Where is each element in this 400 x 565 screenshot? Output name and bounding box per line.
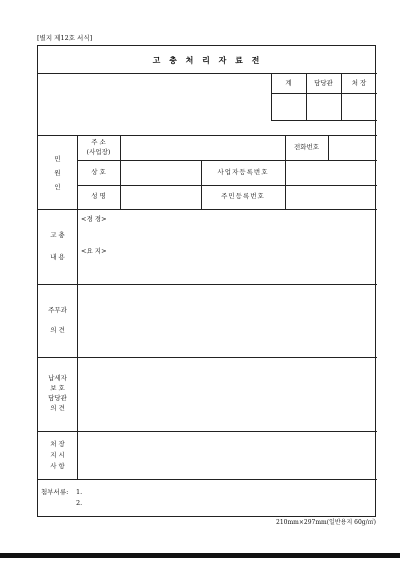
complainant-section-label (38, 152, 77, 194)
attachments-label: 첨부서류: (41, 488, 69, 496)
director-bottom-divider (38, 479, 377, 480)
title-divider (38, 73, 377, 74)
row-divider-trade (77, 185, 377, 186)
attachment-item-1: 1. (76, 488, 83, 496)
tax-opinion-bottom-divider (38, 431, 377, 432)
form-number: [별지 제12호 서식] (37, 34, 93, 42)
approval-officer: 담당관 (314, 79, 333, 87)
resident-reg-label: 주민등록번호 (221, 192, 265, 200)
paper-spec: 210mm×297mm(일반용지 60g/㎡) (276, 519, 376, 526)
department-bottom-divider (38, 357, 377, 358)
complainant-bottom-divider (38, 209, 377, 210)
phone-label: 전화번호 (293, 143, 320, 151)
director-label-line1: 처 장 (50, 440, 65, 448)
approval-staff: 계 (285, 79, 292, 87)
business-reg-field[interactable] (287, 162, 375, 183)
tax-opinion-label-line2: 보 호 (50, 384, 65, 392)
department-label-line2: 의 견 (50, 326, 65, 334)
director-label-line3: 사 항 (50, 462, 65, 470)
approval-bottom-divider (271, 120, 377, 121)
row-divider-address (77, 160, 377, 161)
complaint-content-area[interactable] (79, 211, 375, 282)
complaint-form (37, 45, 376, 517)
complaint-background-label: <경 경> (81, 215, 107, 223)
phone-field[interactable] (330, 137, 375, 158)
tax-opinion-label-line4: 의 견 (50, 404, 65, 412)
complainant-label-char-3: 인 (54, 183, 61, 191)
address-sub-label: (사업장) (86, 148, 111, 156)
reg-left-line (201, 160, 202, 209)
resident-reg-field[interactable] (287, 187, 375, 207)
reg-right-line (285, 160, 286, 209)
approval-director: 처 장 (351, 79, 367, 87)
approval-staff-sign[interactable] (272, 94, 305, 119)
sublabel-column-line (120, 135, 121, 209)
address-field[interactable] (122, 137, 283, 158)
tax-opinion-label-line1: 납세자 (48, 374, 67, 382)
attachment-item-2: 2. (76, 499, 83, 507)
trade-name-field[interactable] (122, 162, 199, 183)
phone-right-line (328, 135, 329, 160)
address-label: 주 소 (91, 138, 106, 146)
complaint-label-line2: 내 용 (50, 253, 65, 261)
name-field[interactable] (122, 187, 199, 207)
director-label-line2: 지 시 (50, 451, 65, 459)
complainant-label-char-2: 원 (54, 169, 61, 177)
label-column-line (77, 135, 78, 479)
director-instruction-area[interactable] (79, 433, 375, 477)
approval-director-sign[interactable] (342, 94, 376, 119)
department-opinion-area[interactable] (79, 286, 375, 355)
form-title: 고 충 처 리 자 료 전 (152, 55, 263, 65)
department-label-line1: 주무과 (48, 306, 67, 314)
trade-name-label: 상 호 (91, 168, 106, 176)
complaint-label-line1: 고 충 (50, 231, 65, 239)
business-reg-label: 사업자등록번호 (217, 168, 269, 176)
complaint-summary-label: <요 지> (81, 247, 107, 255)
header-bottom-divider (38, 135, 377, 136)
complainant-label-char-1: 민 (54, 155, 61, 163)
complaint-bottom-divider (38, 284, 377, 285)
tax-opinion-label-line3: 담당관 (48, 394, 67, 402)
tax-opinion-area[interactable] (79, 359, 375, 429)
approval-officer-sign[interactable] (307, 94, 340, 119)
bottom-bar (0, 553, 400, 558)
name-label: 성 명 (91, 192, 106, 200)
